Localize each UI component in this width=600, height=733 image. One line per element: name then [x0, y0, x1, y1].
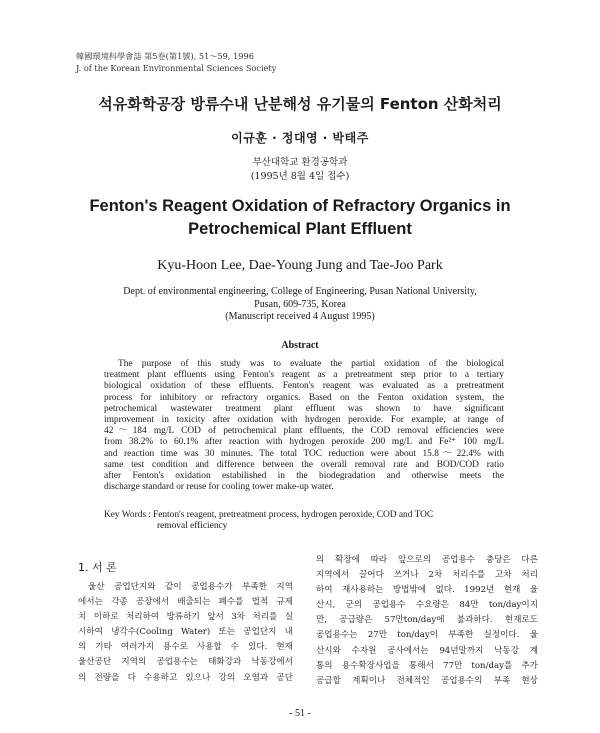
body-line: 만, 공급량은 57만ton/day에 불과하다. 현재로도	[316, 615, 538, 626]
english-received-date: (Manuscript received 4 August 1995)	[225, 311, 375, 322]
korean-received-date: (1995년 8월 4일 접수)	[250, 171, 350, 182]
journal-citation-korean: 韓國環境科學會誌 第5卷(第1號), 51～59, 1996	[76, 51, 254, 61]
abstract-heading: Abstract	[281, 340, 319, 351]
korean-affiliation	[0, 156, 600, 184]
body-line: 의 기타 여러가지 용수로 사용할 수 있다. 현재	[78, 642, 293, 653]
body-line: 산시, 군의 공업용수 수요량은 84만 ton/day이지	[316, 600, 538, 611]
abstract-line: 42～184 mg/L COD of petrochemical plant effluents, the COD removal efficiencies were	[104, 426, 504, 437]
abstract-line: same test condition and difference between the overall removal rate and BOD/COD ratio	[104, 459, 504, 470]
abstract-line: petrochemical wastewater treatment plant effluent was shown to have significant	[104, 403, 504, 414]
body-line: 산시와 수자원 공사에서는 94년말까지 낙동강 계	[316, 645, 538, 656]
body-line: 의 전량을 다 수용하고 있으나 강의 오염과 공단	[78, 672, 293, 683]
section-heading-introduction: 1. 서 론	[78, 561, 117, 574]
body-line: 에서는 각종 공장에서 배출되는 폐수를 법적 규제	[78, 597, 293, 608]
body-column-right	[316, 553, 538, 689]
body-line: 치 이하로 처리하여 방류하기 앞서 3차 처리를 실	[78, 612, 293, 623]
english-title-line: Petrochemical Plant Effluent	[188, 220, 412, 238]
abstract-line: improvement in toxicity after oxidation with hydrogen peroxide. For example, at range of	[104, 415, 504, 426]
english-title-line: Fenton's Reagent Oxidation of Refractory Organics in	[89, 197, 511, 215]
body-line: 지역에서 끌어다 쓰거나 2차 처리수를 고차 처리	[316, 570, 538, 581]
korean-title: 석유화학공장 방류수내 난분해성 유기물의 Fenton 산화처리	[98, 95, 502, 113]
english-title	[0, 195, 600, 241]
keywords-label: Key Words :	[104, 510, 151, 520]
english-authors: Kyu-Hoon Lee, Dae-Young Jung and Tae-Joo Park	[157, 258, 443, 273]
body-line: 울산공단 지역의 공업용수는 태화강과 낙동강에서	[78, 657, 293, 668]
abstract-body	[104, 359, 504, 493]
abstract-line: discharge standard or reuse for cooling tower make-up water.	[104, 482, 334, 493]
keywords-text-continued: removal efficiency	[157, 521, 228, 532]
body-column-left	[78, 580, 293, 686]
body-line: 하여 재사용하는 방법밖에 없다. 1992년 현재 울	[316, 585, 538, 596]
korean-authors: 이규훈 · 정대영 · 박태주	[231, 131, 369, 145]
abstract-line: after Fenton's oxidation estabilished in the biodegradation and otherwise meets the	[104, 471, 504, 482]
abstract-line: from 38.2% to 60.1% after reaction with hydrogen peroxide 200 mg/L and Fe²⁺ 100 mg/L	[104, 437, 504, 448]
body-line: 의 확장에 따라 앞으로의 공업용수 충당은 다른	[316, 555, 538, 565]
abstract-line: process for inhibitory or refractory organics. Based on the Fenton oxidation system, the	[104, 392, 504, 403]
body-line: 공급할 계획이나 전체적인 공업용수의 부족 현상	[316, 675, 538, 686]
body-line: 시하여 냉각수(Cooling Water) 또는 공업단지 내	[78, 627, 293, 638]
english-affiliation	[0, 286, 600, 324]
page-number: - 51 -	[289, 708, 311, 719]
body-line: 통의 용수확장사업을 통해서 77만 ton/day를 추가	[316, 660, 538, 671]
journal-citation-english: J. of the Korean Environmental Sciences Society	[76, 63, 277, 73]
abstract-line: biological oxidation of these effluents. Fenton's reagent was evaluated as a pretreatment	[104, 381, 504, 392]
abstract-line: treatment plant effluents using Fenton's reagent as a pretreatment step prior to a tertiary	[104, 370, 504, 381]
english-affiliation-address: Pusan, 609-735, Korea	[254, 298, 346, 310]
body-line: 공업용수는 27만 ton/day이 부족한 실정이다. 울	[316, 630, 538, 641]
english-affiliation-dept: Dept. of environmental engineering, College of Engineering, Pusan National University,	[123, 286, 477, 297]
keywords-text: Fenton's reagent, pretreatment process, hydrogen peroxide, COD and TOC	[152, 510, 434, 520]
abstract-line: and reaction time was 30 minutes. The total TOC reduction were about 15.8～22.4% with	[104, 448, 504, 459]
abstract-line: The purpose of this study was to evaluate the partial oxidation of the biological	[118, 359, 504, 369]
journal-citation	[76, 50, 276, 74]
korean-affiliation-dept: 부산대학교 환경공학과	[252, 157, 348, 168]
keywords	[104, 510, 504, 532]
body-line: 울산 공업단지와 같이 공업용수가 부족한 지역	[88, 582, 293, 592]
